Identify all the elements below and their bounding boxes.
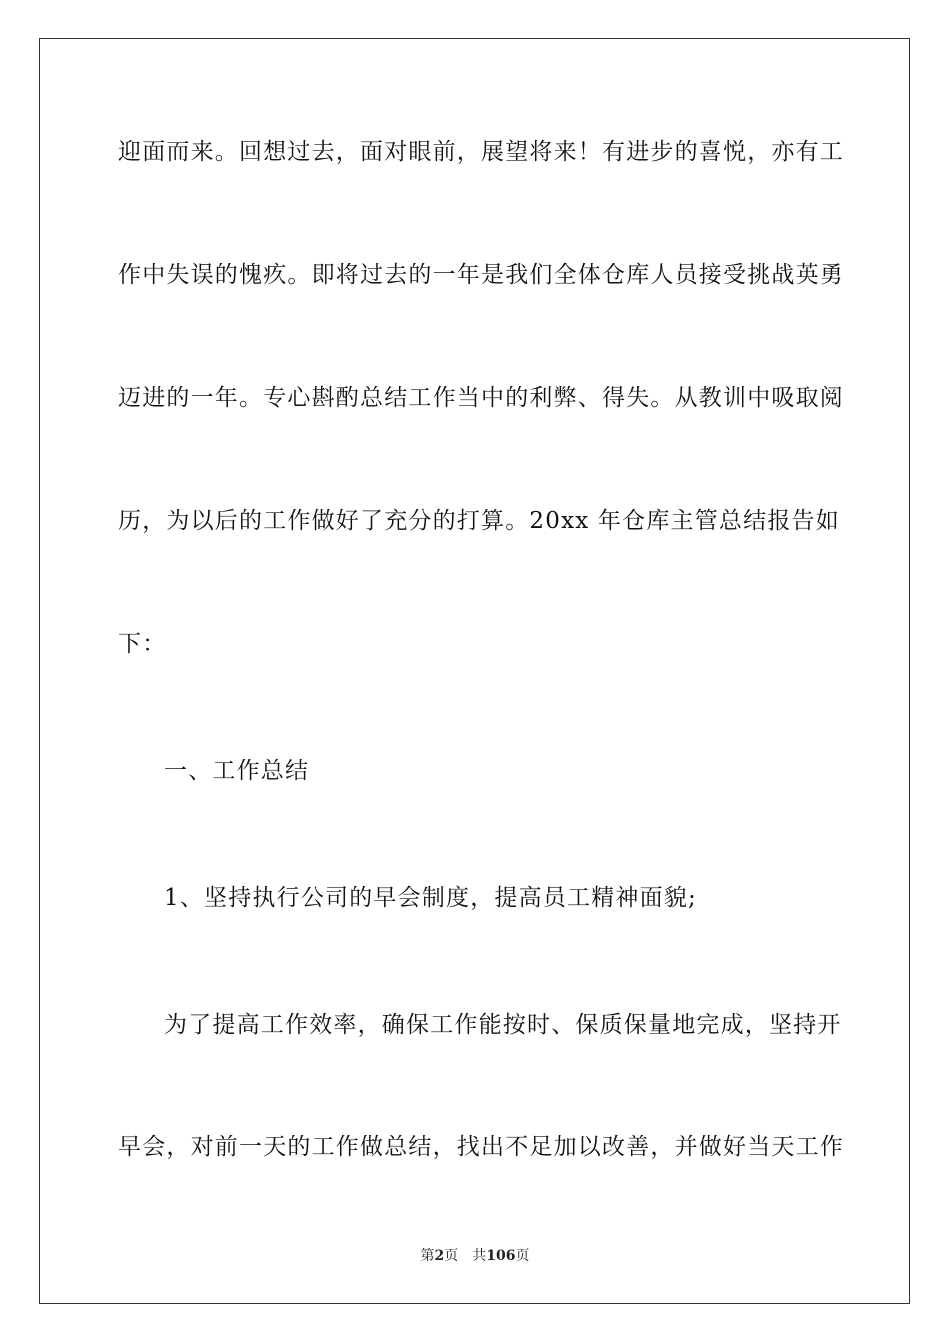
total-prefix: 共 bbox=[472, 1248, 487, 1264]
total-suffix: 页 bbox=[515, 1248, 530, 1264]
body-line-1: 迎面而来。回想过去，面对眼前，展望将来！有进步的喜悦，亦有工 bbox=[118, 139, 844, 165]
body-line-4: 历，为以后的工作做好了充分的打算。20xx 年仓库主管总结报告如 bbox=[118, 508, 840, 534]
body-line-9: 早会，对前一天的工作做总结，找出不足加以改善，并做好当天工作 bbox=[118, 1134, 844, 1160]
page-footer bbox=[0, 1246, 950, 1266]
page-border bbox=[39, 38, 910, 1304]
total-pages: 106 bbox=[486, 1248, 516, 1264]
body-line-8: 为了提高工作效率，确保工作能按时、保质保量地完成，坚持开 bbox=[164, 1012, 842, 1038]
page-number: 2 bbox=[434, 1248, 445, 1264]
page-prefix: 第 bbox=[420, 1248, 435, 1264]
body-line-2: 作中失误的愧疚。即将过去的一年是我们全体仓库人员接受挑战英勇 bbox=[118, 262, 844, 288]
section-heading: 一、工作总结 bbox=[164, 758, 310, 784]
body-line-5: 下： bbox=[118, 631, 167, 657]
subsection-heading: 1、坚持执行公司的早会制度，提高员工精神面貌; bbox=[164, 885, 697, 911]
page-suffix: 页 bbox=[444, 1248, 459, 1264]
body-line-3: 迈进的一年。专心斟酌总结工作当中的利弊、得失。从教训中吸取阅 bbox=[118, 385, 844, 411]
